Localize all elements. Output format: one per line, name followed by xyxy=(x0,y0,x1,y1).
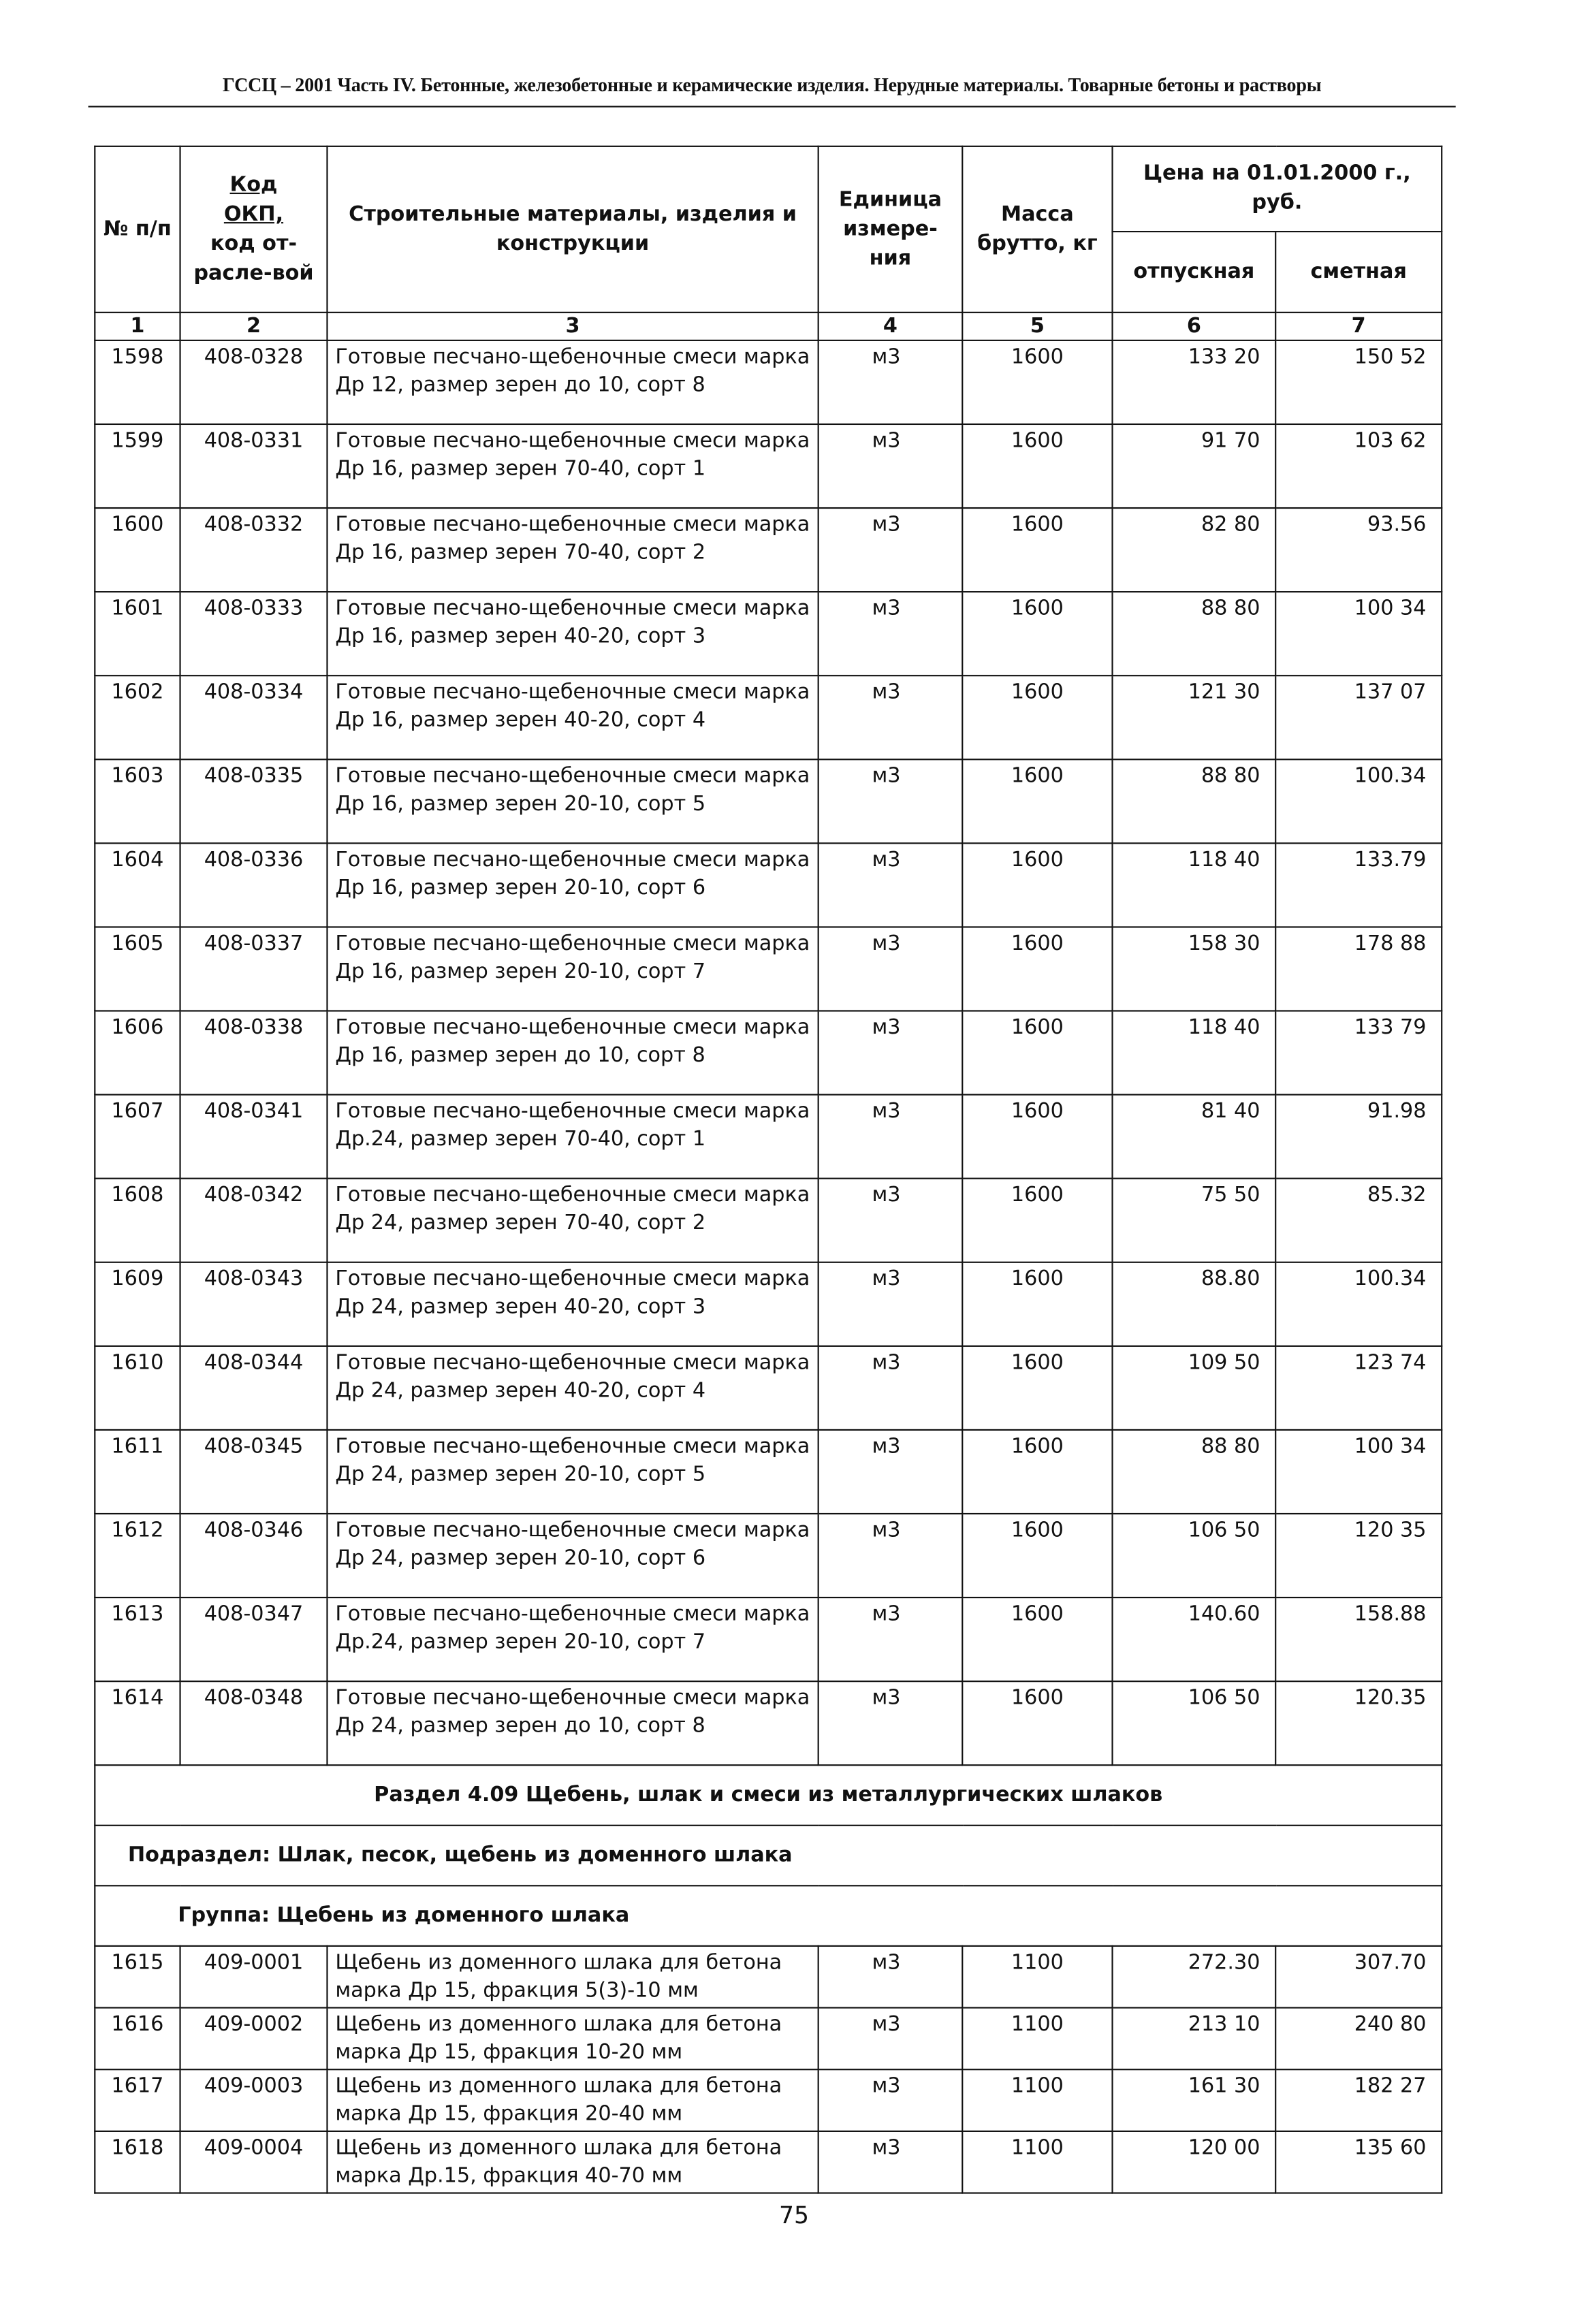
col-number: 4 xyxy=(819,313,963,340)
unit-of-measure: м3 xyxy=(819,1597,963,1681)
header-price-group: Цена на 01.01.2000 г., руб. xyxy=(1113,146,1442,231)
group-title-row xyxy=(95,1885,1442,1946)
unit-of-measure: м3 xyxy=(819,424,963,508)
header-price-estimate: сметная xyxy=(1275,231,1442,313)
gross-mass: 1600 xyxy=(962,759,1112,843)
estimate-price: 307.70 xyxy=(1275,1946,1442,2008)
table-row xyxy=(95,1514,1442,1597)
release-price: 106 50 xyxy=(1113,1681,1276,1765)
header-unit: Единица измере-ния xyxy=(819,146,963,313)
table-row xyxy=(95,1262,1442,1346)
material-name: Готовые песчано-щебеночные смеси марка Др.24, размер зерен 20-10, сорт 7 xyxy=(327,1597,818,1681)
row-number: 1613 xyxy=(95,1597,180,1681)
table-row xyxy=(95,759,1442,843)
material-name: Щебень из доменного шлака для бетона марка Др 15, фракция 20-40 мм xyxy=(327,2069,818,2131)
unit-of-measure: м3 xyxy=(819,340,963,424)
group-title: Группа: Щебень из доменного шлака xyxy=(95,1885,1442,1946)
table-row xyxy=(95,1681,1442,1765)
gross-mass: 1600 xyxy=(962,1095,1112,1179)
row-number: 1598 xyxy=(95,340,180,424)
row-number: 1615 xyxy=(95,1946,180,2008)
row-number: 1614 xyxy=(95,1681,180,1765)
col-number: 3 xyxy=(327,313,818,340)
table-row xyxy=(95,2069,1442,2131)
estimate-price: 103 62 xyxy=(1275,424,1442,508)
unit-of-measure: м3 xyxy=(819,1095,963,1179)
unit-of-measure: м3 xyxy=(819,759,963,843)
release-price: 272.30 xyxy=(1113,1946,1276,2008)
release-price: 88 80 xyxy=(1113,1430,1276,1514)
material-name: Щебень из доменного шлака для бетона марка Др 15, фракция 5(3)-10 мм xyxy=(327,1946,818,2008)
material-name: Готовые песчано-щебеночные смеси марка Др 16, размер зерен 70-40, сорт 1 xyxy=(327,424,818,508)
estimate-price: 240 80 xyxy=(1275,2008,1442,2070)
unit-of-measure: м3 xyxy=(819,508,963,592)
estimate-price: 123 74 xyxy=(1275,1346,1442,1430)
release-price: 91 70 xyxy=(1113,424,1276,508)
gross-mass: 1600 xyxy=(962,1514,1112,1597)
material-name: Готовые песчано-щебеночные смеси марка Др 24, размер зерен 20-10, сорт 5 xyxy=(327,1430,818,1514)
okp-code: 408-0336 xyxy=(180,843,328,927)
gross-mass: 1600 xyxy=(962,843,1112,927)
estimate-price: 182 27 xyxy=(1275,2069,1442,2131)
header-name: Строительные материалы, изделия и конструкции xyxy=(327,146,818,313)
header-price-release: отпускная xyxy=(1113,231,1276,313)
gross-mass: 1100 xyxy=(962,1946,1112,2008)
okp-code: 409-0004 xyxy=(180,2131,328,2193)
estimate-price: 100.34 xyxy=(1275,1262,1442,1346)
release-price: 106 50 xyxy=(1113,1514,1276,1597)
gross-mass: 1600 xyxy=(962,927,1112,1010)
estimate-price: 158.88 xyxy=(1275,1597,1442,1681)
price-table xyxy=(94,146,1442,2194)
release-price: 118 40 xyxy=(1113,843,1276,927)
table-row xyxy=(95,1179,1442,1262)
gross-mass: 1100 xyxy=(962,2131,1112,2193)
unit-of-measure: м3 xyxy=(819,1946,963,2008)
header-no: № п/п xyxy=(95,146,180,313)
table-row xyxy=(95,1430,1442,1514)
table-row xyxy=(95,340,1442,424)
row-number: 1606 xyxy=(95,1011,180,1095)
material-name: Готовые песчано-щебеночные смеси марка Др 16, размер зерен 20-10, сорт 6 xyxy=(327,843,818,927)
row-number: 1600 xyxy=(95,508,180,592)
unit-of-measure: м3 xyxy=(819,1681,963,1765)
row-number: 1610 xyxy=(95,1346,180,1430)
gross-mass: 1100 xyxy=(962,2069,1112,2131)
release-price: 161 30 xyxy=(1113,2069,1276,2131)
release-price: 88 80 xyxy=(1113,759,1276,843)
gross-mass: 1600 xyxy=(962,1011,1112,1095)
material-name: Готовые песчано-щебеночные смеси марка Др 16, размер зерен 70-40, сорт 2 xyxy=(327,508,818,592)
material-name: Готовые песчано-щебеночные смеси марка Др.24, размер зерен 70-40, сорт 1 xyxy=(327,1095,818,1179)
table-row xyxy=(95,1011,1442,1095)
table-row xyxy=(95,1597,1442,1681)
material-name: Готовые песчано-щебеночные смеси марка Др 24, размер зерен до 10, сорт 8 xyxy=(327,1681,818,1765)
row-number: 1601 xyxy=(95,592,180,675)
estimate-price: 133.79 xyxy=(1275,843,1442,927)
unit-of-measure: м3 xyxy=(819,927,963,1010)
col-number: 5 xyxy=(962,313,1112,340)
row-number: 1612 xyxy=(95,1514,180,1597)
table-row xyxy=(95,675,1442,759)
material-name: Готовые песчано-щебеночные смеси марка Др 24, размер зерен 40-20, сорт 4 xyxy=(327,1346,818,1430)
gross-mass: 1600 xyxy=(962,1179,1112,1262)
col-number: 6 xyxy=(1113,313,1276,340)
okp-code: 408-0346 xyxy=(180,1514,328,1597)
okp-code: 408-0341 xyxy=(180,1095,328,1179)
okp-code: 408-0345 xyxy=(180,1430,328,1514)
estimate-price: 85.32 xyxy=(1275,1179,1442,1262)
material-name: Щебень из доменного шлака для бетона марка Др 15, фракция 10-20 мм xyxy=(327,2008,818,2070)
release-price: 75 50 xyxy=(1113,1179,1276,1262)
okp-code: 408-0328 xyxy=(180,340,328,424)
estimate-price: 100 34 xyxy=(1275,592,1442,675)
material-name: Готовые песчано-щебеночные смеси марка Др 16, размер зерен 20-10, сорт 7 xyxy=(327,927,818,1010)
material-name: Готовые песчано-щебеночные смеси марка Др 16, размер зерен 40-20, сорт 3 xyxy=(327,592,818,675)
header-code-line3: код от-расле-вой xyxy=(193,232,314,285)
table-row xyxy=(95,592,1442,675)
release-price: 140.60 xyxy=(1113,1597,1276,1681)
section-title-row xyxy=(95,1765,1442,1826)
unit-of-measure: м3 xyxy=(819,1011,963,1095)
page-header: ГССЦ – 2001 Часть IV. Бетонные, железобетонные и керамические изделия. Нерудные материалы. Товарные бетоны и растворы xyxy=(222,73,1322,96)
release-price: 133 20 xyxy=(1113,340,1276,424)
okp-code: 408-0335 xyxy=(180,759,328,843)
col-number: 1 xyxy=(95,313,180,340)
unit-of-measure: м3 xyxy=(819,592,963,675)
okp-code: 408-0344 xyxy=(180,1346,328,1430)
okp-code: 409-0003 xyxy=(180,2069,328,2131)
unit-of-measure: м3 xyxy=(819,2069,963,2131)
unit-of-measure: м3 xyxy=(819,843,963,927)
estimate-price: 120 35 xyxy=(1275,1514,1442,1597)
row-number: 1608 xyxy=(95,1179,180,1262)
row-number: 1602 xyxy=(95,675,180,759)
release-price: 158 30 xyxy=(1113,927,1276,1010)
estimate-price: 150 52 xyxy=(1275,340,1442,424)
material-name: Готовые песчано-щебеночные смеси марка Др 24, размер зерен 40-20, сорт 3 xyxy=(327,1262,818,1346)
col-number: 7 xyxy=(1275,313,1442,340)
okp-code: 408-0334 xyxy=(180,675,328,759)
row-number: 1599 xyxy=(95,424,180,508)
row-number: 1609 xyxy=(95,1262,180,1346)
table-row xyxy=(95,1946,1442,2008)
okp-code: 408-0332 xyxy=(180,508,328,592)
estimate-price: 91.98 xyxy=(1275,1095,1442,1179)
gross-mass: 1600 xyxy=(962,1597,1112,1681)
unit-of-measure: м3 xyxy=(819,2131,963,2193)
estimate-price: 100 34 xyxy=(1275,1430,1442,1514)
unit-of-measure: м3 xyxy=(819,1514,963,1597)
release-price: 118 40 xyxy=(1113,1011,1276,1095)
release-price: 81 40 xyxy=(1113,1095,1276,1179)
column-number-row xyxy=(95,313,1442,340)
estimate-price: 178 88 xyxy=(1275,927,1442,1010)
okp-code: 408-0333 xyxy=(180,592,328,675)
material-name: Готовые песчано-щебеночные смеси марка Др 16, размер зерен 40-20, сорт 4 xyxy=(327,675,818,759)
gross-mass: 1600 xyxy=(962,508,1112,592)
estimate-price: 135 60 xyxy=(1275,2131,1442,2193)
gross-mass: 1100 xyxy=(962,2008,1112,2070)
gross-mass: 1600 xyxy=(962,1346,1112,1430)
gross-mass: 1600 xyxy=(962,675,1112,759)
release-price: 121 30 xyxy=(1113,675,1276,759)
row-number: 1603 xyxy=(95,759,180,843)
table-row xyxy=(95,2131,1442,2193)
section-title: Раздел 4.09 Щебень, шлак и смеси из металлургических шлаков xyxy=(95,1765,1442,1826)
header-mass: Масса брутто, кг xyxy=(962,146,1112,313)
material-name: Готовые песчано-щебеночные смеси марка Др 24, размер зерен 70-40, сорт 2 xyxy=(327,1179,818,1262)
row-number: 1605 xyxy=(95,927,180,1010)
table-row xyxy=(95,508,1442,592)
header-code-line2: ОКП, xyxy=(223,202,284,227)
table-row xyxy=(95,1095,1442,1179)
row-number: 1618 xyxy=(95,2131,180,2193)
release-price: 82 80 xyxy=(1113,508,1276,592)
release-price: 88 80 xyxy=(1113,592,1276,675)
unit-of-measure: м3 xyxy=(819,1346,963,1430)
estimate-price: 133 79 xyxy=(1275,1011,1442,1095)
header-row-1 xyxy=(95,146,1442,231)
row-number: 1607 xyxy=(95,1095,180,1179)
release-price: 88.80 xyxy=(1113,1262,1276,1346)
gross-mass: 1600 xyxy=(962,340,1112,424)
okp-code: 408-0347 xyxy=(180,1597,328,1681)
unit-of-measure: м3 xyxy=(819,2008,963,2070)
row-number: 1616 xyxy=(95,2008,180,2070)
material-name: Готовые песчано-щебеночные смеси марка Др 24, размер зерен 20-10, сорт 6 xyxy=(327,1514,818,1597)
header-code-line1: Код xyxy=(229,173,278,197)
estimate-price: 93.56 xyxy=(1275,508,1442,592)
gross-mass: 1600 xyxy=(962,1262,1112,1346)
material-name: Щебень из доменного шлака для бетона марка Др.15, фракция 40-70 мм xyxy=(327,2131,818,2193)
release-price: 120 00 xyxy=(1113,2131,1276,2193)
table-row xyxy=(95,1346,1442,1430)
row-number: 1617 xyxy=(95,2069,180,2131)
okp-code: 408-0343 xyxy=(180,1262,328,1346)
page-number: 75 xyxy=(779,2201,809,2229)
subsection-title-row xyxy=(95,1826,1442,1886)
estimate-price: 137 07 xyxy=(1275,675,1442,759)
row-number: 1611 xyxy=(95,1430,180,1514)
estimate-price: 120.35 xyxy=(1275,1681,1442,1765)
okp-code: 409-0001 xyxy=(180,1946,328,2008)
okp-code: 408-0348 xyxy=(180,1681,328,1765)
okp-code: 408-0338 xyxy=(180,1011,328,1095)
material-name: Готовые песчано-щебеночные смеси марка Др 16, размер зерен 20-10, сорт 5 xyxy=(327,759,818,843)
estimate-price: 100.34 xyxy=(1275,759,1442,843)
gross-mass: 1600 xyxy=(962,592,1112,675)
okp-code: 408-0337 xyxy=(180,927,328,1010)
subsection-title: Подраздел: Шлак, песок, щебень из доменного шлака xyxy=(95,1826,1442,1886)
gross-mass: 1600 xyxy=(962,1430,1112,1514)
table-row xyxy=(95,424,1442,508)
release-price: 109 50 xyxy=(1113,1346,1276,1430)
unit-of-measure: м3 xyxy=(819,1430,963,1514)
gross-mass: 1600 xyxy=(962,1681,1112,1765)
unit-of-measure: м3 xyxy=(819,675,963,759)
unit-of-measure: м3 xyxy=(819,1262,963,1346)
okp-code: 408-0331 xyxy=(180,424,328,508)
table-row xyxy=(95,927,1442,1010)
header-rule xyxy=(89,106,1456,107)
row-number: 1604 xyxy=(95,843,180,927)
material-name: Готовые песчано-щебеночные смеси марка Др 12, размер зерен до 10, сорт 8 xyxy=(327,340,818,424)
okp-code: 409-0002 xyxy=(180,2008,328,2070)
release-price: 213 10 xyxy=(1113,2008,1276,2070)
table-row xyxy=(95,2008,1442,2070)
okp-code: 408-0342 xyxy=(180,1179,328,1262)
gross-mass: 1600 xyxy=(962,424,1112,508)
material-name: Готовые песчано-щебеночные смеси марка Др 16, размер зерен до 10, сорт 8 xyxy=(327,1011,818,1095)
col-number: 2 xyxy=(180,313,328,340)
header-code xyxy=(180,146,328,313)
unit-of-measure: м3 xyxy=(819,1179,963,1262)
table-row xyxy=(95,843,1442,927)
